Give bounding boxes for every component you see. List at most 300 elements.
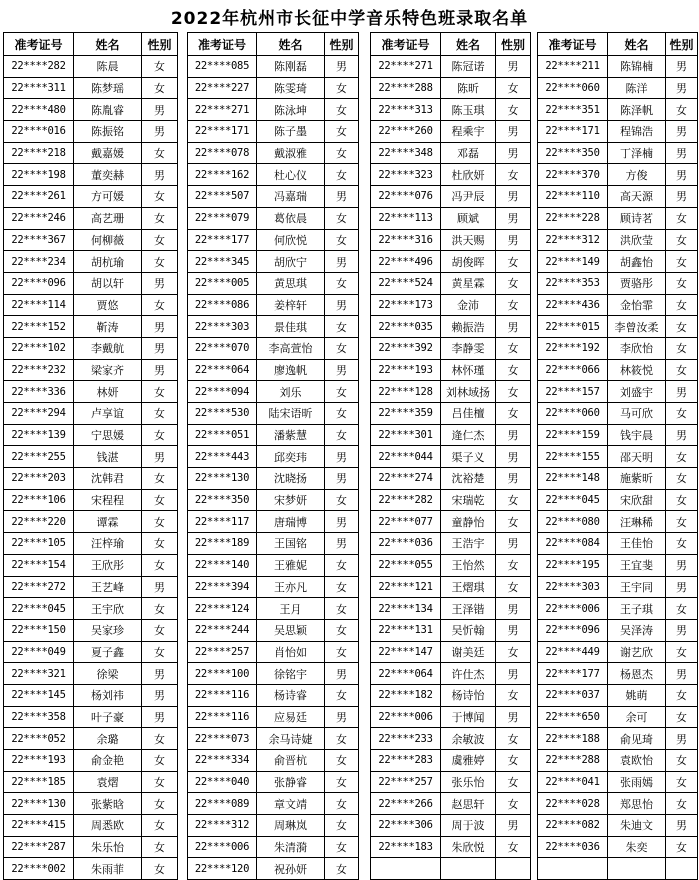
gender-cell: 男 bbox=[666, 619, 698, 641]
gender-cell: 女 bbox=[496, 554, 531, 576]
table-row bbox=[371, 56, 531, 78]
table-row bbox=[4, 294, 178, 316]
name-cell: 渠子义 bbox=[441, 446, 496, 468]
table-row bbox=[4, 186, 178, 208]
name-cell: 顾诗茗 bbox=[608, 207, 666, 229]
exam-id-cell: 22****082 bbox=[538, 815, 608, 837]
table-row bbox=[4, 468, 178, 490]
name-cell: 祝孙妍 bbox=[257, 858, 325, 880]
exam-id-cell: 22****220 bbox=[4, 511, 74, 533]
table-row bbox=[4, 207, 178, 229]
gender-cell: 男 bbox=[666, 554, 698, 576]
exam-id-cell: 22****257 bbox=[188, 641, 257, 663]
exam-id-cell: 22****157 bbox=[538, 381, 608, 403]
exam-id-cell: 22****234 bbox=[4, 251, 74, 273]
gender-cell: 女 bbox=[666, 272, 698, 294]
gender-cell: 女 bbox=[666, 836, 698, 858]
table-row bbox=[371, 142, 531, 164]
gender-cell: 女 bbox=[496, 836, 531, 858]
exam-id-cell: 22****016 bbox=[4, 121, 74, 143]
table-row bbox=[371, 251, 531, 273]
name-cell: 卢享谊 bbox=[74, 403, 142, 425]
exam-id-cell: 22****345 bbox=[188, 251, 257, 273]
gender-cell: 男 bbox=[325, 56, 359, 78]
name-cell: 冯尹辰 bbox=[441, 186, 496, 208]
exam-id-cell: 22****436 bbox=[538, 294, 608, 316]
gender-cell: 女 bbox=[496, 641, 531, 663]
name-cell: 董奕赫 bbox=[74, 164, 142, 186]
table-row bbox=[4, 598, 178, 620]
gender-cell: 女 bbox=[496, 272, 531, 294]
table-row bbox=[4, 858, 178, 880]
table-row bbox=[188, 858, 359, 880]
gender-cell: 男 bbox=[666, 576, 698, 598]
table-row bbox=[538, 533, 698, 555]
exam-id-cell: 22****006 bbox=[188, 836, 257, 858]
name-cell: 宋瑞乾 bbox=[441, 489, 496, 511]
name-cell: 李高萱怡 bbox=[257, 337, 325, 359]
name-cell bbox=[441, 858, 496, 880]
exam-id-cell: 22****121 bbox=[371, 576, 441, 598]
table-row bbox=[538, 207, 698, 229]
table-row bbox=[371, 771, 531, 793]
name-cell: 许仕杰 bbox=[441, 663, 496, 685]
gender-cell: 男 bbox=[142, 576, 178, 598]
table-row bbox=[538, 403, 698, 425]
table-row bbox=[538, 684, 698, 706]
exam-id-cell: 22****182 bbox=[371, 684, 441, 706]
name-cell: 朱乐怡 bbox=[74, 836, 142, 858]
gender-cell: 女 bbox=[496, 294, 531, 316]
exam-id-cell: 22****193 bbox=[371, 359, 441, 381]
table-row bbox=[371, 511, 531, 533]
table-row bbox=[371, 706, 531, 728]
table-row bbox=[538, 511, 698, 533]
name-cell: 胡欣宁 bbox=[257, 251, 325, 273]
exam-id-cell: 22****394 bbox=[188, 576, 257, 598]
name-cell: 高天源 bbox=[608, 186, 666, 208]
name-cell: 陈振铭 bbox=[74, 121, 142, 143]
table-row bbox=[4, 424, 178, 446]
table-row bbox=[371, 272, 531, 294]
name-cell: 潘紫慧 bbox=[257, 424, 325, 446]
exam-id-cell: 22****257 bbox=[371, 771, 441, 793]
table-row bbox=[188, 164, 359, 186]
table-row bbox=[188, 272, 359, 294]
gender-cell: 女 bbox=[325, 403, 359, 425]
table-row bbox=[4, 359, 178, 381]
name-cell: 吕佳檀 bbox=[441, 403, 496, 425]
header-id: 准考证号 bbox=[188, 33, 257, 56]
exam-id-cell: 22****449 bbox=[538, 641, 608, 663]
name-cell: 杨诗睿 bbox=[257, 684, 325, 706]
table-row bbox=[538, 750, 698, 772]
table-row bbox=[4, 337, 178, 359]
gender-cell: 男 bbox=[666, 186, 698, 208]
name-cell: 王佳怡 bbox=[608, 533, 666, 555]
table-row bbox=[538, 316, 698, 338]
name-cell: 陈昕 bbox=[441, 77, 496, 99]
table-row bbox=[4, 99, 178, 121]
exam-id-cell: 22****480 bbox=[4, 99, 74, 121]
exam-id-cell: 22****139 bbox=[4, 424, 74, 446]
gender-cell: 男 bbox=[666, 663, 698, 685]
gender-cell: 男 bbox=[325, 251, 359, 273]
exam-id-cell: 22****255 bbox=[4, 446, 74, 468]
exam-id-cell: 22****106 bbox=[4, 489, 74, 511]
exam-id-cell: 22****145 bbox=[4, 684, 74, 706]
table-row bbox=[371, 186, 531, 208]
name-cell: 陈雯琦 bbox=[257, 77, 325, 99]
table-row bbox=[371, 403, 531, 425]
name-cell: 宁思媛 bbox=[74, 424, 142, 446]
table-row bbox=[538, 706, 698, 728]
gender-cell: 男 bbox=[496, 446, 531, 468]
exam-id-cell: 22****116 bbox=[188, 706, 257, 728]
exam-id-cell: 22****211 bbox=[538, 56, 608, 78]
table-row bbox=[371, 598, 531, 620]
table-row bbox=[371, 446, 531, 468]
table-row bbox=[538, 99, 698, 121]
name-cell: 钱宇晨 bbox=[608, 424, 666, 446]
gender-cell: 男 bbox=[142, 359, 178, 381]
exam-id-cell: 22****045 bbox=[538, 489, 608, 511]
table-row bbox=[188, 641, 359, 663]
name-cell: 陈锦楠 bbox=[608, 56, 666, 78]
exam-id-cell: 22****006 bbox=[538, 598, 608, 620]
exam-id-cell: 22****055 bbox=[371, 554, 441, 576]
gender-cell: 男 bbox=[666, 381, 698, 403]
table-row bbox=[371, 793, 531, 815]
name-cell: 邓磊 bbox=[441, 142, 496, 164]
exam-id-cell: 22****131 bbox=[371, 619, 441, 641]
exam-id-cell: 22****288 bbox=[538, 750, 608, 772]
table-row bbox=[538, 619, 698, 641]
exam-id-cell: 22****359 bbox=[371, 403, 441, 425]
name-cell: 洪天赐 bbox=[441, 229, 496, 251]
name-cell: 章文靖 bbox=[257, 793, 325, 815]
table-row bbox=[371, 641, 531, 663]
table-row bbox=[538, 294, 698, 316]
exam-id-cell: 22****312 bbox=[538, 229, 608, 251]
table-row bbox=[188, 815, 359, 837]
table-row bbox=[371, 489, 531, 511]
table-row bbox=[188, 121, 359, 143]
name-cell: 杨刘祎 bbox=[74, 684, 142, 706]
admission-table-4 bbox=[537, 32, 698, 880]
gender-cell: 女 bbox=[496, 489, 531, 511]
table-row bbox=[188, 56, 359, 78]
gender-cell: 男 bbox=[496, 815, 531, 837]
exam-id-cell: 22****272 bbox=[4, 576, 74, 598]
name-cell: 余可 bbox=[608, 706, 666, 728]
exam-id-cell: 22****415 bbox=[4, 815, 74, 837]
table-row bbox=[371, 77, 531, 99]
name-cell: 方可媛 bbox=[74, 186, 142, 208]
exam-id-cell: 22****051 bbox=[188, 424, 257, 446]
name-cell: 应易廷 bbox=[257, 706, 325, 728]
exam-id-cell: 22****162 bbox=[188, 164, 257, 186]
gender-cell: 女 bbox=[496, 403, 531, 425]
table-row bbox=[4, 446, 178, 468]
exam-id-cell: 22****044 bbox=[371, 446, 441, 468]
table-row bbox=[4, 316, 178, 338]
table-row bbox=[538, 251, 698, 273]
gender-cell: 男 bbox=[666, 121, 698, 143]
table-row bbox=[371, 316, 531, 338]
name-cell: 邱奕玮 bbox=[257, 446, 325, 468]
exam-id-cell: 22****303 bbox=[188, 316, 257, 338]
gender-cell: 女 bbox=[666, 706, 698, 728]
exam-id-cell: 22****117 bbox=[188, 511, 257, 533]
gender-cell: 女 bbox=[325, 121, 359, 143]
gender-cell: 男 bbox=[325, 359, 359, 381]
name-cell: 陈梦瑶 bbox=[74, 77, 142, 99]
table-row bbox=[371, 619, 531, 641]
name-cell: 王浩宇 bbox=[441, 533, 496, 555]
gender-cell: 男 bbox=[496, 121, 531, 143]
gender-cell: 女 bbox=[325, 337, 359, 359]
exam-id-cell: 22****283 bbox=[371, 750, 441, 772]
name-cell: 王宇同 bbox=[608, 576, 666, 598]
gender-cell: 男 bbox=[325, 511, 359, 533]
name-cell: 方俊 bbox=[608, 164, 666, 186]
table-row bbox=[538, 598, 698, 620]
exam-id-cell: 22****134 bbox=[371, 598, 441, 620]
table-row bbox=[4, 706, 178, 728]
name-cell: 金怡霏 bbox=[608, 294, 666, 316]
name-cell: 沈裕楚 bbox=[441, 468, 496, 490]
exam-id-cell: 22****443 bbox=[188, 446, 257, 468]
table-row bbox=[188, 207, 359, 229]
name-cell: 朱奕 bbox=[608, 836, 666, 858]
gender-cell: 女 bbox=[142, 641, 178, 663]
table-row bbox=[188, 706, 359, 728]
header-name: 姓名 bbox=[608, 33, 666, 56]
exam-id-cell: 22****049 bbox=[4, 641, 74, 663]
name-cell: 徐梁 bbox=[74, 663, 142, 685]
gender-cell: 男 bbox=[666, 424, 698, 446]
exam-id-cell: 22****650 bbox=[538, 706, 608, 728]
table-row bbox=[4, 251, 178, 273]
table-row bbox=[371, 207, 531, 229]
gender-cell: 女 bbox=[666, 337, 698, 359]
table-row bbox=[371, 576, 531, 598]
header-name: 姓名 bbox=[441, 33, 496, 56]
table-row bbox=[4, 793, 178, 815]
gender-cell: 女 bbox=[325, 489, 359, 511]
exam-id-cell: 22****282 bbox=[371, 489, 441, 511]
name-cell: 张静睿 bbox=[257, 771, 325, 793]
name-cell: 王熠琪 bbox=[441, 576, 496, 598]
exam-id-cell: 22****140 bbox=[188, 554, 257, 576]
gender-cell: 女 bbox=[496, 359, 531, 381]
header-gender: 性别 bbox=[666, 33, 698, 56]
name-cell: 胡以轩 bbox=[74, 272, 142, 294]
gender-cell: 女 bbox=[325, 641, 359, 663]
exam-id-cell: 22****084 bbox=[538, 533, 608, 555]
gender-cell: 女 bbox=[325, 77, 359, 99]
name-cell: 李欣怡 bbox=[608, 337, 666, 359]
header-name: 姓名 bbox=[257, 33, 325, 56]
exam-id-cell: 22****002 bbox=[4, 858, 74, 880]
table-row bbox=[188, 468, 359, 490]
exam-id-cell: 22****159 bbox=[538, 424, 608, 446]
header-name: 姓名 bbox=[74, 33, 142, 56]
exam-id-cell: 22****524 bbox=[371, 272, 441, 294]
table-row bbox=[371, 858, 531, 880]
gender-cell: 女 bbox=[325, 272, 359, 294]
name-cell: 李静雯 bbox=[441, 337, 496, 359]
exam-id-cell: 22****120 bbox=[188, 858, 257, 880]
table-row bbox=[371, 836, 531, 858]
gender-cell: 女 bbox=[325, 316, 359, 338]
gender-cell: 男 bbox=[325, 446, 359, 468]
table-row bbox=[4, 381, 178, 403]
table-row bbox=[188, 446, 359, 468]
gender-cell: 女 bbox=[325, 142, 359, 164]
name-cell: 周悉欧 bbox=[74, 815, 142, 837]
gender-cell: 男 bbox=[325, 468, 359, 490]
gender-cell: 女 bbox=[142, 294, 178, 316]
gender-cell: 女 bbox=[666, 251, 698, 273]
gender-cell: 女 bbox=[496, 511, 531, 533]
table-row bbox=[538, 489, 698, 511]
table-row bbox=[4, 511, 178, 533]
table-row bbox=[188, 511, 359, 533]
exam-id-cell: 22****128 bbox=[371, 381, 441, 403]
table-row bbox=[371, 663, 531, 685]
exam-id-cell: 22****323 bbox=[371, 164, 441, 186]
exam-id-cell: 22****040 bbox=[188, 771, 257, 793]
table-row bbox=[188, 294, 359, 316]
gender-cell: 女 bbox=[325, 424, 359, 446]
name-cell: 贾骆彤 bbox=[608, 272, 666, 294]
table-row bbox=[538, 793, 698, 815]
table-row bbox=[188, 424, 359, 446]
exam-id-cell: 22****094 bbox=[188, 381, 257, 403]
gender-cell: 男 bbox=[142, 706, 178, 728]
name-cell: 沈晓扬 bbox=[257, 468, 325, 490]
name-cell: 何欣悦 bbox=[257, 229, 325, 251]
gender-cell: 女 bbox=[142, 815, 178, 837]
table-row bbox=[538, 468, 698, 490]
gender-cell: 男 bbox=[666, 142, 698, 164]
name-cell: 张紫晗 bbox=[74, 793, 142, 815]
name-cell: 唐瑞博 bbox=[257, 511, 325, 533]
gender-cell: 男 bbox=[496, 533, 531, 555]
exam-id-cell: 22****189 bbox=[188, 533, 257, 555]
table-row bbox=[538, 728, 698, 750]
exam-id-cell: 22****228 bbox=[538, 207, 608, 229]
table-row bbox=[188, 316, 359, 338]
gender-cell: 女 bbox=[142, 750, 178, 772]
table-row bbox=[4, 489, 178, 511]
name-cell: 袁熠 bbox=[74, 771, 142, 793]
name-cell: 俞见琦 bbox=[608, 728, 666, 750]
gender-cell: 男 bbox=[496, 663, 531, 685]
gender-cell: 男 bbox=[496, 56, 531, 78]
gender-cell: 女 bbox=[142, 511, 178, 533]
gender-cell: 女 bbox=[325, 858, 359, 880]
table-row bbox=[371, 468, 531, 490]
table-row bbox=[4, 815, 178, 837]
name-cell: 马可欣 bbox=[608, 403, 666, 425]
gender-cell: 男 bbox=[142, 446, 178, 468]
name-cell: 郑思怡 bbox=[608, 793, 666, 815]
exam-id-cell: 22****073 bbox=[188, 728, 257, 750]
exam-id-cell: 22****089 bbox=[188, 793, 257, 815]
name-cell: 王子琪 bbox=[608, 598, 666, 620]
gender-cell: 女 bbox=[666, 99, 698, 121]
gender-cell: 女 bbox=[325, 750, 359, 772]
gender-cell: 女 bbox=[325, 728, 359, 750]
name-cell: 王欣彤 bbox=[74, 554, 142, 576]
name-cell: 张乐怡 bbox=[441, 771, 496, 793]
gender-cell: 女 bbox=[666, 598, 698, 620]
name-cell: 陈泳坤 bbox=[257, 99, 325, 121]
exam-id-cell: 22****274 bbox=[371, 468, 441, 490]
exam-id-cell: 22****110 bbox=[538, 186, 608, 208]
name-cell: 顾斌 bbox=[441, 207, 496, 229]
name-cell: 陆宋语昕 bbox=[257, 403, 325, 425]
exam-id-cell: 22****348 bbox=[371, 142, 441, 164]
exam-id-cell: 22****096 bbox=[538, 619, 608, 641]
exam-id-cell: 22****203 bbox=[4, 468, 74, 490]
name-cell: 朱欣悦 bbox=[441, 836, 496, 858]
gender-cell: 女 bbox=[666, 533, 698, 555]
gender-cell: 男 bbox=[142, 337, 178, 359]
gender-cell: 女 bbox=[142, 77, 178, 99]
table-row bbox=[188, 836, 359, 858]
name-cell: 戴淑雅 bbox=[257, 142, 325, 164]
gender-cell: 女 bbox=[496, 750, 531, 772]
exam-id-cell: 22****313 bbox=[371, 99, 441, 121]
name-cell: 刘盛宇 bbox=[608, 381, 666, 403]
admission-table-2 bbox=[187, 32, 359, 880]
name-cell: 景佳琪 bbox=[257, 316, 325, 338]
exam-id-cell: 22****294 bbox=[4, 403, 74, 425]
table-row bbox=[538, 641, 698, 663]
name-cell: 廖逸帆 bbox=[257, 359, 325, 381]
table-row bbox=[188, 99, 359, 121]
exam-id-cell: 22****218 bbox=[4, 142, 74, 164]
table-row bbox=[371, 533, 531, 555]
name-cell: 胡鑫怡 bbox=[608, 251, 666, 273]
name-cell: 洪欣莹 bbox=[608, 229, 666, 251]
header-row bbox=[4, 33, 178, 56]
name-cell: 王怡然 bbox=[441, 554, 496, 576]
gender-cell: 男 bbox=[325, 533, 359, 555]
name-cell: 朱雨菲 bbox=[74, 858, 142, 880]
gender-cell: 女 bbox=[142, 424, 178, 446]
name-cell: 童静怡 bbox=[441, 511, 496, 533]
table-row bbox=[188, 381, 359, 403]
exam-id-cell: 22****177 bbox=[538, 663, 608, 685]
name-cell: 朱清漪 bbox=[257, 836, 325, 858]
table-row bbox=[4, 272, 178, 294]
name-cell: 杨恩杰 bbox=[608, 663, 666, 685]
exam-id-cell: 22****152 bbox=[4, 316, 74, 338]
exam-id-cell: 22****171 bbox=[188, 121, 257, 143]
gender-cell bbox=[666, 858, 698, 880]
exam-id-cell: 22****227 bbox=[188, 77, 257, 99]
gender-cell: 女 bbox=[666, 750, 698, 772]
gender-cell: 女 bbox=[325, 554, 359, 576]
gender-cell: 男 bbox=[496, 706, 531, 728]
exam-id-cell: 22****064 bbox=[188, 359, 257, 381]
name-cell: 杜欣妍 bbox=[441, 164, 496, 186]
